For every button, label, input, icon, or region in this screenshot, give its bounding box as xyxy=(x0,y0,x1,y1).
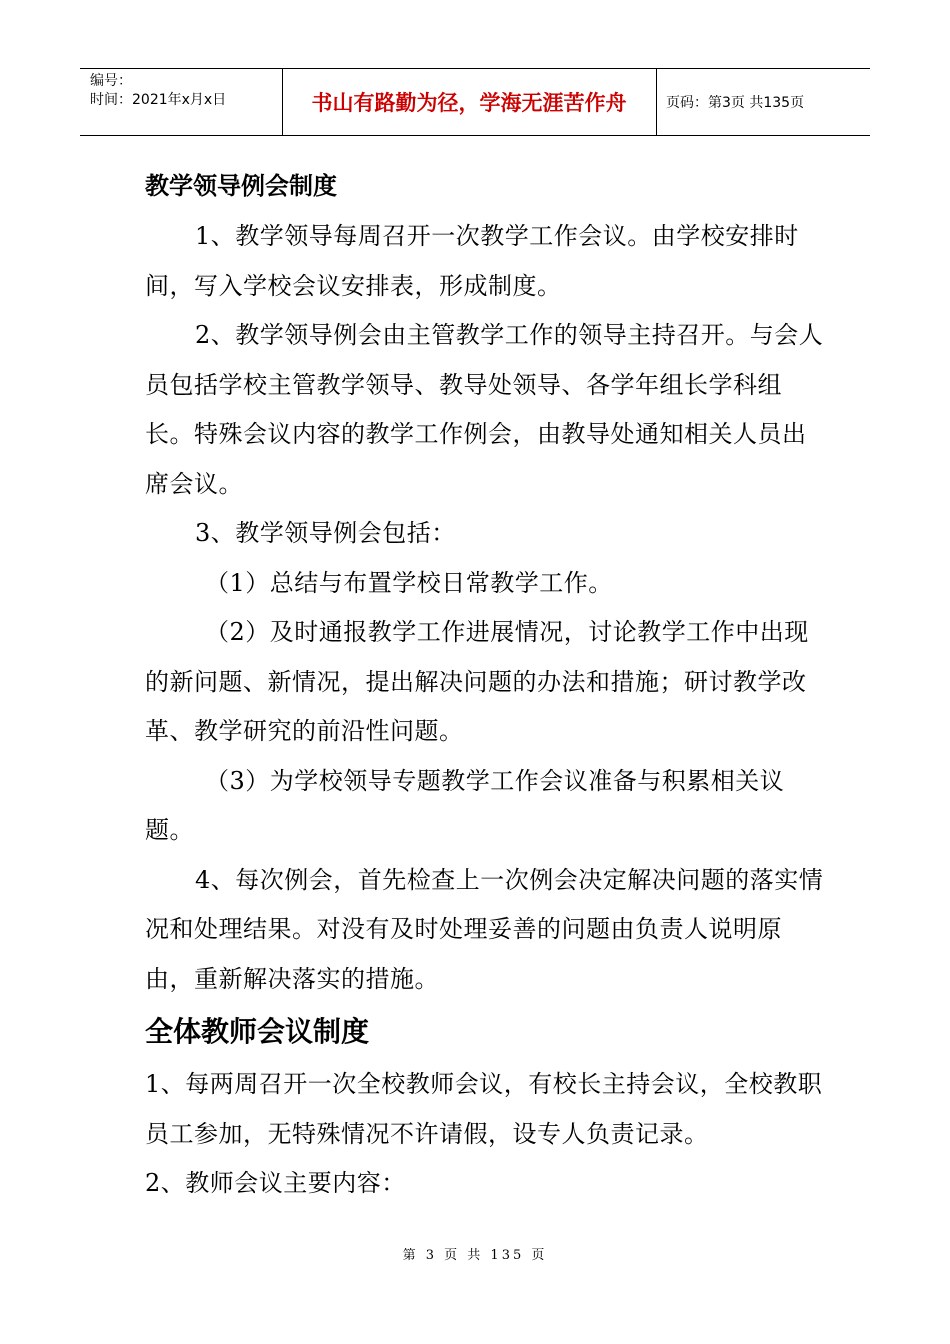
document-header xyxy=(80,68,870,136)
header-motto: 书山有路勤为径，学海无涯苦作舟 xyxy=(311,91,627,115)
list-item: （1）总结与布置学校日常教学工作。 xyxy=(205,568,613,597)
header-page-info: 页码：第3页 共135页 xyxy=(666,95,805,111)
paragraph: 2、教学领导例会由主管教学工作的领导主持召开。与会人员包括学校主管教学领导、教导处领导、各学年组长学科组长。特殊会议内容的教学工作例会，由教导处通知相关人员出席会议。 xyxy=(145,321,824,498)
paragraph: 1、每两周召开一次全校教师会议，有校长主持会议，全校教职员工参加，无特殊情况不许请假，设专人负责记录。 xyxy=(145,1070,823,1148)
document-body xyxy=(145,160,825,1209)
header-meta-cell xyxy=(80,69,282,135)
paragraph: 2、教师会议主要内容： xyxy=(145,1169,406,1197)
page-footer: 第 3 页 共 135 页 xyxy=(402,1248,548,1263)
date-label: 时间：2021年x月x日 xyxy=(90,92,227,108)
paragraph: 1、教学领导每周召开一次教学工作会议。由学校安排时间，写入学校会议安排表，形成制度。 xyxy=(145,222,799,300)
paragraph: 4、每次例会，首先检查上一次例会决定解决问题的落实情况和处理结果。对没有及时处理妥善的问题由负责人说明原由，重新解决落实的措施。 xyxy=(145,865,824,993)
list-item: （3）为学校领导专题教学工作会议准备与积累相关议题。 xyxy=(145,766,785,844)
header-page-info-cell xyxy=(656,69,870,135)
paragraph: 3、教学领导例会包括： xyxy=(195,519,456,547)
number-label: 编号： xyxy=(90,73,132,89)
list-item: （2）及时通报教学工作进展情况，讨论教学工作中出现的新问题、新情况，提出解决问题的办法和措施；研讨教学改革、教学研究的前沿性问题。 xyxy=(145,618,809,745)
section-title-staff-meeting: 全体教师会议制度 xyxy=(145,1015,370,1048)
section-title-leadership-meeting: 教学领导例会制度 xyxy=(145,172,337,200)
